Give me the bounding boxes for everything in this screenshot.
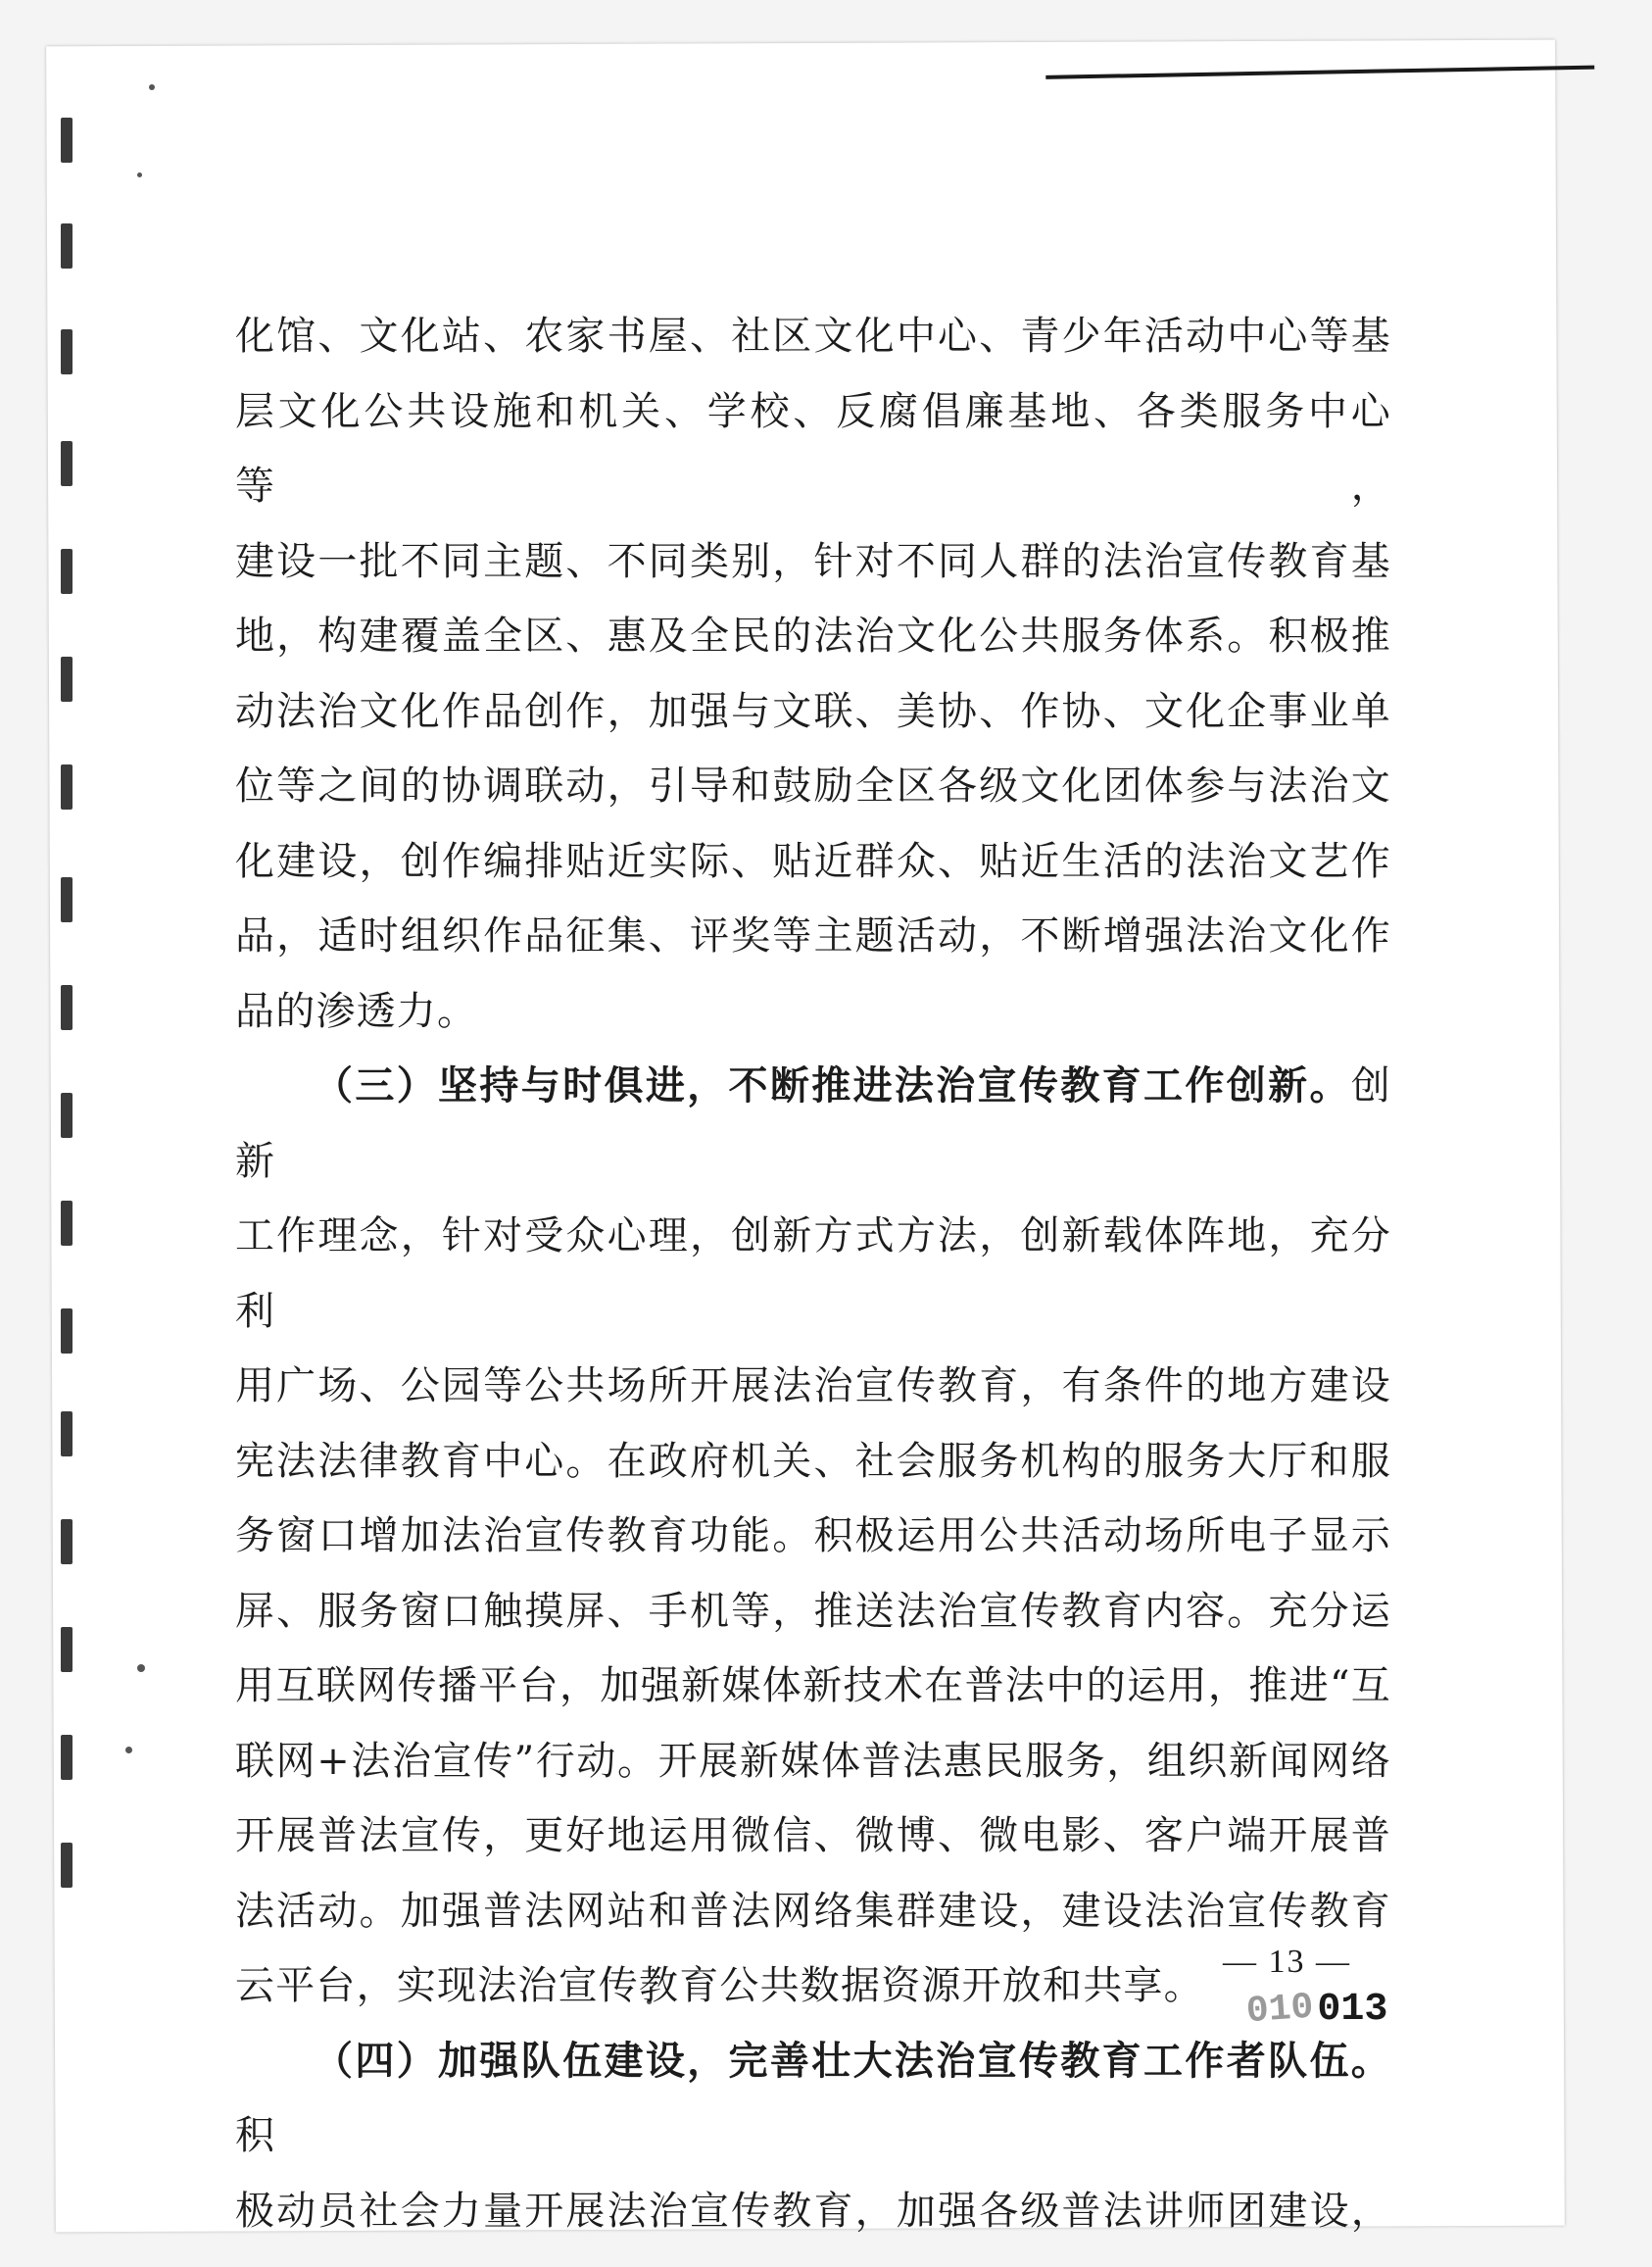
text-line: 位等之间的协调联动，引导和鼓励全区各级文化团体参与法治文 (235, 764, 1391, 809)
binding-hole (61, 1093, 73, 1138)
binding-hole (61, 1201, 73, 1246)
text-line: 极动员社会力量开展法治宣传教育，加强各级普法讲师团建设， (235, 2188, 1391, 2234)
scan-speck (125, 1747, 132, 1753)
text-line: 云平台，实现法治宣传教育公共数据资源开放和共享。 (235, 1963, 1204, 2008)
text-line: 务窗口增加法治宣传教育功能。积极运用公共活动场所电子显示 (235, 1513, 1391, 1558)
text-line: 化馆、文化站、农家书屋、社区文化中心、青少年活动中心等基 (235, 314, 1391, 359)
text-line: 地，构建覆盖全区、惠及全民的法治文化公共服务体系。积极推 (235, 614, 1391, 659)
text-line: 品的渗透力。 (235, 988, 478, 1034)
text-line: 用广场、公园等公共场所开展法治宣传教育，有条件的地方建设 (235, 1363, 1391, 1408)
section-four-first-line (235, 2024, 1391, 2174)
text-line: 建设一批不同主题、不同类别，针对不同人群的法治宣传教育基 (235, 538, 1391, 584)
binding-hole (61, 657, 73, 702)
binding-hole (61, 764, 73, 810)
text-line: 化建设，创作编排贴近实际、贴近群众、贴近生活的法治文艺作 (235, 838, 1391, 884)
text-line: 用互联网传播平台，加强新媒体新技术在普法中的运用，推进“互 (235, 1663, 1391, 1708)
binding-hole (61, 329, 73, 374)
text-line: 动法治文化作品创作，加强与文联、美协、作协、文化企事业单 (235, 688, 1391, 734)
scan-speck (137, 1664, 145, 1672)
binding-holes (61, 118, 74, 1911)
text-line: 品，适时组织作品征集、评奖等主题活动，不断增强法治文化作 (235, 913, 1391, 959)
text-run: 积 (235, 2113, 276, 2158)
binding-hole (61, 223, 73, 269)
binding-hole (61, 118, 73, 163)
section-three-first-line (235, 1049, 1391, 1199)
text-line: 工作理念，针对受众心理，创新方式方法，创新载体阵地，充分利 (235, 1213, 1391, 1334)
binding-hole (61, 549, 73, 594)
text-line: 联网+法治宣传”行动。开展新媒体普法惠民服务，组织新闻网络 (235, 1738, 1391, 1784)
text-run: 创新 (235, 1063, 1391, 1184)
binding-hole (61, 1843, 73, 1888)
binding-hole (61, 985, 73, 1030)
stamp-number: 013 (1317, 1988, 1388, 2032)
binding-hole (61, 1627, 73, 1672)
body-text (235, 299, 1391, 2248)
binding-hole (61, 1735, 73, 1780)
page-stamp (1246, 1988, 1387, 2032)
scan-speck (149, 84, 155, 90)
page-top-edge (1045, 66, 1594, 79)
text-line: 屏、服务窗口触摸屏、手机等，推送法治宣传教育内容。充分运 (235, 1588, 1391, 1634)
text-line: 开展普法宣传，更好地运用微信、微博、微电影、客户端开展普 (235, 1813, 1391, 1858)
binding-hole (61, 877, 73, 922)
binding-hole (61, 1308, 73, 1354)
page-number: — 13 — (1223, 1944, 1351, 1980)
text-line: 宪法法律教育中心。在政府机关、社会服务机构的服务大厅和服 (235, 1438, 1391, 1484)
text-line: 层文化公共设施和机关、学校、反腐倡廉基地、各类服务中心等， (235, 388, 1391, 509)
binding-hole (61, 1519, 73, 1564)
scan-speck (137, 172, 142, 177)
section-heading-four: （四）加强队伍建设，完善壮大法治宣传教育工作者队伍。 (314, 2037, 1391, 2084)
binding-hole (61, 1411, 73, 1456)
stamp-faded-number: 010 (1244, 1986, 1315, 2034)
text-line: 法活动。加强普法网站和普法网络集群建设，建设法治宣传教育 (235, 1888, 1391, 1934)
binding-hole (61, 441, 73, 486)
section-heading-three: （三）坚持与时俱进，不断推进法治宣传教育工作创新。 (314, 1062, 1351, 1109)
